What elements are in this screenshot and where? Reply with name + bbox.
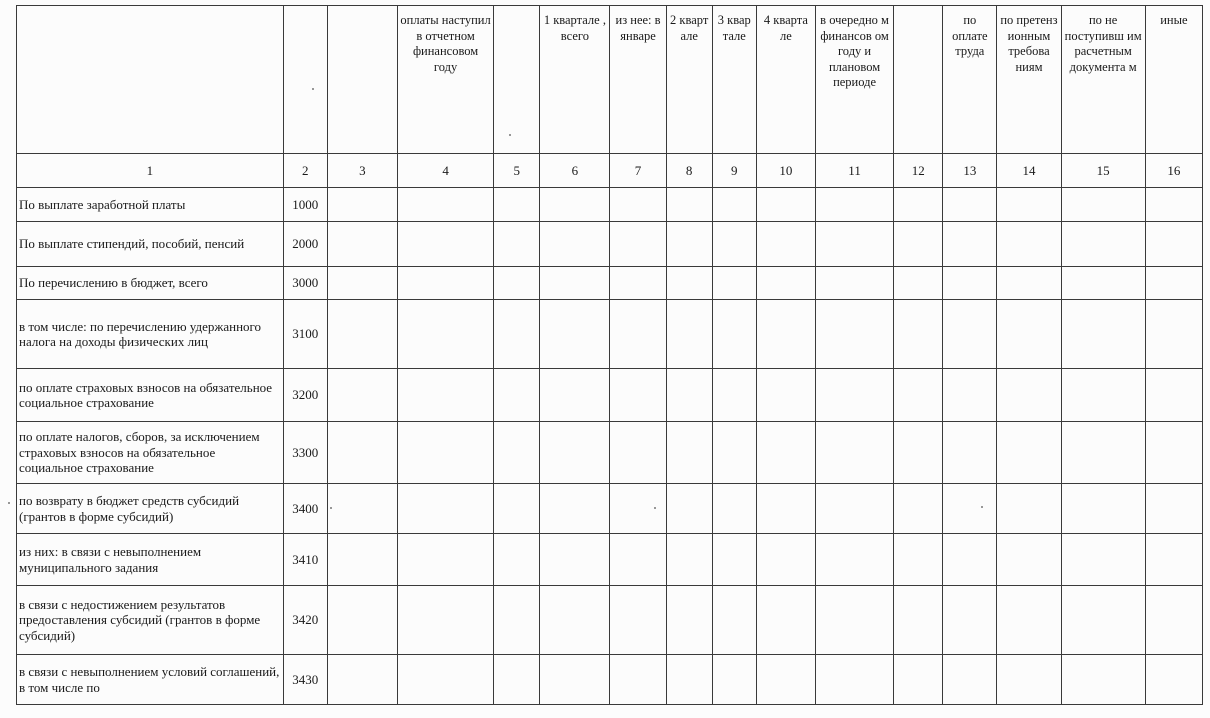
- column-number: 6: [540, 154, 610, 188]
- empty-cell: [997, 369, 1061, 422]
- empty-cell: [997, 267, 1061, 300]
- empty-cell: [494, 300, 540, 369]
- empty-cell: [397, 369, 493, 422]
- empty-cell: [1061, 222, 1145, 267]
- empty-cell: [894, 586, 943, 655]
- row-label: в связи с недостижением результатов предоставления субсидий (грантов в форме субсидий): [17, 586, 284, 655]
- empty-cell: [1061, 655, 1145, 705]
- empty-cell: [666, 369, 712, 422]
- header-cell-10: 4 кварта ле: [756, 6, 815, 154]
- empty-cell: [997, 534, 1061, 586]
- empty-cell: [756, 222, 815, 267]
- row-label: в связи с невыполнением условий соглашений, в том числе по: [17, 655, 284, 705]
- row-code: 3000: [283, 267, 327, 300]
- empty-cell: [997, 586, 1061, 655]
- header-cell-6: 1 квартале , всего: [540, 6, 610, 154]
- row-code: 3200: [283, 369, 327, 422]
- empty-cell: [815, 188, 893, 222]
- table-row: [17, 484, 1203, 534]
- row-label: По перечислению в бюджет, всего: [17, 267, 284, 300]
- empty-cell: [610, 300, 666, 369]
- empty-cell: [815, 422, 893, 484]
- empty-cell: [540, 188, 610, 222]
- table-row: [17, 267, 1203, 300]
- empty-cell: [327, 422, 397, 484]
- empty-cell: [397, 534, 493, 586]
- empty-cell: [712, 188, 756, 222]
- empty-cell: [494, 188, 540, 222]
- header-cell-12: [894, 6, 943, 154]
- empty-cell: [894, 222, 943, 267]
- empty-cell: [815, 534, 893, 586]
- empty-cell: [540, 222, 610, 267]
- table-row: [17, 655, 1203, 705]
- row-label: по оплате налогов, сборов, за исключением страховых взносов на обязательное социальное страхование: [17, 422, 284, 484]
- empty-cell: [327, 300, 397, 369]
- empty-cell: [1145, 267, 1202, 300]
- empty-cell: [712, 655, 756, 705]
- empty-cell: [666, 534, 712, 586]
- empty-cell: [494, 586, 540, 655]
- empty-cell: [712, 222, 756, 267]
- table-row: [17, 369, 1203, 422]
- empty-cell: [756, 484, 815, 534]
- row-code: 3430: [283, 655, 327, 705]
- row-code: 3300: [283, 422, 327, 484]
- column-number: 5: [494, 154, 540, 188]
- empty-cell: [815, 267, 893, 300]
- empty-cell: [610, 655, 666, 705]
- empty-cell: [494, 422, 540, 484]
- table-row: [17, 300, 1203, 369]
- empty-cell: [943, 369, 997, 422]
- empty-cell: [894, 300, 943, 369]
- empty-cell: [712, 484, 756, 534]
- empty-cell: [1145, 655, 1202, 705]
- empty-cell: [943, 586, 997, 655]
- empty-cell: [540, 586, 610, 655]
- table-row: [17, 422, 1203, 484]
- header-cell-15: по не поступивш им расчетным документа м: [1061, 6, 1145, 154]
- row-code: 1000: [283, 188, 327, 222]
- scan-speck: [509, 134, 511, 136]
- empty-cell: [943, 422, 997, 484]
- empty-cell: [894, 534, 943, 586]
- empty-cell: [756, 534, 815, 586]
- empty-cell: [894, 655, 943, 705]
- header-cell-16: иные: [1145, 6, 1202, 154]
- column-number: 1: [17, 154, 284, 188]
- header-cell-5: [494, 6, 540, 154]
- column-number: 14: [997, 154, 1061, 188]
- header-cell-11: в очередно м финансов ом году и плановом периоде: [815, 6, 893, 154]
- row-code: 3420: [283, 586, 327, 655]
- column-number: 4: [397, 154, 493, 188]
- header-cell-7: из нее: в январе: [610, 6, 666, 154]
- empty-cell: [397, 222, 493, 267]
- empty-cell: [540, 655, 610, 705]
- empty-cell: [666, 484, 712, 534]
- header-cell-1: [17, 6, 284, 154]
- empty-cell: [494, 484, 540, 534]
- empty-cell: [894, 422, 943, 484]
- table-row: [17, 188, 1203, 222]
- empty-cell: [997, 222, 1061, 267]
- empty-cell: [712, 267, 756, 300]
- header-cell-4: оплаты наступил в отчетном финансовом году: [397, 6, 493, 154]
- empty-cell: [997, 655, 1061, 705]
- column-number: 3: [327, 154, 397, 188]
- empty-cell: [1061, 422, 1145, 484]
- column-number: 10: [756, 154, 815, 188]
- empty-cell: [943, 267, 997, 300]
- table-body: [17, 6, 1203, 705]
- empty-cell: [815, 586, 893, 655]
- column-number: 13: [943, 154, 997, 188]
- empty-cell: [327, 484, 397, 534]
- empty-cell: [666, 188, 712, 222]
- row-code: 3400: [283, 484, 327, 534]
- row-label: в том числе: по перечислению удержанного налога на доходы физических лиц: [17, 300, 284, 369]
- empty-cell: [397, 655, 493, 705]
- empty-cell: [397, 586, 493, 655]
- empty-cell: [1145, 369, 1202, 422]
- empty-cell: [327, 369, 397, 422]
- column-number: 8: [666, 154, 712, 188]
- empty-cell: [815, 222, 893, 267]
- header-cell-2: [283, 6, 327, 154]
- column-number: 16: [1145, 154, 1202, 188]
- empty-cell: [1145, 586, 1202, 655]
- empty-cell: [666, 422, 712, 484]
- empty-cell: [756, 267, 815, 300]
- empty-cell: [397, 484, 493, 534]
- empty-cell: [610, 586, 666, 655]
- column-number: 11: [815, 154, 893, 188]
- empty-cell: [666, 300, 712, 369]
- header-cell-9: 3 квар тале: [712, 6, 756, 154]
- empty-cell: [610, 534, 666, 586]
- header-cell-13: по оплате труда: [943, 6, 997, 154]
- empty-cell: [540, 300, 610, 369]
- empty-cell: [756, 586, 815, 655]
- table-row: [17, 222, 1203, 267]
- empty-cell: [815, 484, 893, 534]
- empty-cell: [1145, 188, 1202, 222]
- empty-cell: [894, 484, 943, 534]
- column-number: 15: [1061, 154, 1145, 188]
- empty-cell: [756, 655, 815, 705]
- empty-cell: [666, 655, 712, 705]
- empty-cell: [1061, 188, 1145, 222]
- empty-cell: [756, 369, 815, 422]
- table-row: [17, 586, 1203, 655]
- empty-cell: [756, 188, 815, 222]
- empty-cell: [894, 267, 943, 300]
- empty-cell: [943, 534, 997, 586]
- empty-cell: [756, 300, 815, 369]
- empty-cell: [815, 655, 893, 705]
- empty-cell: [943, 484, 997, 534]
- empty-cell: [997, 188, 1061, 222]
- empty-cell: [666, 267, 712, 300]
- empty-cell: [540, 422, 610, 484]
- empty-cell: [1061, 586, 1145, 655]
- empty-cell: [1061, 534, 1145, 586]
- column-number: 7: [610, 154, 666, 188]
- empty-cell: [756, 422, 815, 484]
- empty-cell: [494, 534, 540, 586]
- empty-cell: [1145, 222, 1202, 267]
- empty-cell: [494, 369, 540, 422]
- row-code: 3410: [283, 534, 327, 586]
- empty-cell: [1145, 300, 1202, 369]
- empty-cell: [1061, 267, 1145, 300]
- scan-speck: [330, 507, 332, 509]
- row-code: 3100: [283, 300, 327, 369]
- empty-cell: [997, 300, 1061, 369]
- column-number: 12: [894, 154, 943, 188]
- empty-cell: [712, 534, 756, 586]
- empty-cell: [943, 222, 997, 267]
- empty-cell: [943, 188, 997, 222]
- empty-cell: [712, 369, 756, 422]
- row-code: 2000: [283, 222, 327, 267]
- empty-cell: [610, 422, 666, 484]
- empty-cell: [494, 655, 540, 705]
- scan-speck: [8, 502, 10, 504]
- empty-cell: [397, 267, 493, 300]
- empty-cell: [397, 300, 493, 369]
- empty-cell: [327, 267, 397, 300]
- empty-cell: [1061, 484, 1145, 534]
- empty-cell: [540, 534, 610, 586]
- row-label: по оплате страховых взносов на обязательное социальное страхование: [17, 369, 284, 422]
- empty-cell: [327, 534, 397, 586]
- header-row: [17, 6, 1203, 154]
- empty-cell: [327, 188, 397, 222]
- empty-cell: [997, 422, 1061, 484]
- empty-cell: [997, 484, 1061, 534]
- empty-cell: [666, 586, 712, 655]
- empty-cell: [943, 300, 997, 369]
- empty-cell: [540, 484, 610, 534]
- empty-cell: [327, 222, 397, 267]
- empty-cell: [610, 188, 666, 222]
- row-label: из них: в связи с невыполнением муниципального задания: [17, 534, 284, 586]
- empty-cell: [1061, 369, 1145, 422]
- empty-cell: [540, 369, 610, 422]
- empty-cell: [610, 484, 666, 534]
- empty-cell: [1145, 484, 1202, 534]
- empty-cell: [610, 267, 666, 300]
- empty-cell: [397, 188, 493, 222]
- header-cell-8: 2 кварт але: [666, 6, 712, 154]
- empty-cell: [610, 369, 666, 422]
- empty-cell: [327, 586, 397, 655]
- empty-cell: [1145, 422, 1202, 484]
- row-label: По выплате стипендий, пособий, пенсий: [17, 222, 284, 267]
- empty-cell: [666, 222, 712, 267]
- empty-cell: [1145, 534, 1202, 586]
- empty-cell: [494, 267, 540, 300]
- scan-speck: [654, 507, 656, 509]
- empty-cell: [397, 422, 493, 484]
- table-row: [17, 534, 1203, 586]
- empty-cell: [894, 188, 943, 222]
- empty-cell: [943, 655, 997, 705]
- column-number-row: [17, 154, 1203, 188]
- empty-cell: [712, 300, 756, 369]
- empty-cell: [327, 655, 397, 705]
- empty-cell: [712, 586, 756, 655]
- empty-cell: [815, 300, 893, 369]
- column-number: 2: [283, 154, 327, 188]
- scan-speck: [981, 506, 983, 508]
- scan-speck: [312, 88, 314, 90]
- report-table: [16, 5, 1203, 705]
- column-number: 9: [712, 154, 756, 188]
- row-label: по возврату в бюджет средств субсидий (грантов в форме субсидий): [17, 484, 284, 534]
- header-cell-3: [327, 6, 397, 154]
- row-label: По выплате заработной платы: [17, 188, 284, 222]
- header-cell-14: по претенз ионным требова ниям: [997, 6, 1061, 154]
- empty-cell: [610, 222, 666, 267]
- empty-cell: [494, 222, 540, 267]
- empty-cell: [894, 369, 943, 422]
- empty-cell: [712, 422, 756, 484]
- empty-cell: [815, 369, 893, 422]
- empty-cell: [1061, 300, 1145, 369]
- empty-cell: [540, 267, 610, 300]
